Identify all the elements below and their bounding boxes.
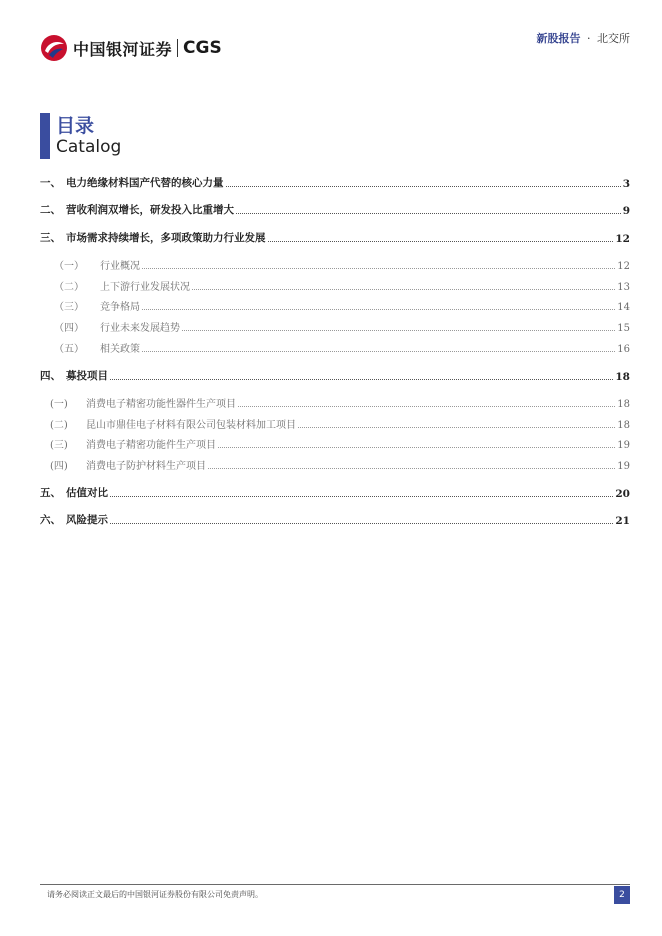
company-logo (40, 34, 222, 62)
toc-entry-page: 14 (617, 302, 630, 313)
title-accent-bar (40, 113, 50, 159)
toc-entry-title: 消费电子精密功能件生产项目 (86, 440, 216, 451)
toc-entry[interactable] (40, 437, 630, 451)
toc-entry-number: （三） (54, 302, 84, 313)
toc-entry-page: 20 (615, 488, 630, 500)
header-separator: · (587, 32, 591, 45)
logo-text-cn: 中国银河证券 (73, 39, 173, 59)
toc-entry-page: 18 (615, 371, 630, 383)
toc-entry[interactable] (40, 258, 630, 272)
toc-entry-page: 19 (617, 440, 630, 451)
toc-entry[interactable] (40, 458, 630, 472)
toc-entry-title: 募投项目 (66, 370, 108, 382)
toc-entry[interactable] (40, 231, 630, 245)
toc-entry[interactable] (40, 417, 630, 431)
report-category (537, 30, 631, 46)
toc-entry-title: 消费电子防护材料生产项目 (86, 461, 206, 472)
page-number: 2 (614, 886, 630, 904)
toc-entry-number: 三、 (40, 232, 61, 244)
toc-dot-leader (142, 351, 615, 352)
toc-dot-leader (208, 468, 615, 469)
toc-entry-number: （二） (54, 282, 84, 293)
toc-entry-number: （一） (54, 261, 84, 272)
toc-dot-leader (298, 427, 615, 428)
toc-dot-leader (238, 406, 615, 407)
toc-entry[interactable] (40, 513, 630, 527)
toc-entry-page: 18 (617, 420, 630, 431)
footer-divider (40, 884, 630, 885)
toc-entry-number: (二) (50, 420, 68, 431)
toc-entry-number: 二、 (40, 204, 61, 216)
toc-entry-title: 行业未来发展趋势 (100, 323, 180, 334)
toc-dot-leader (192, 289, 615, 290)
toc-title-cn: 目录 (56, 115, 95, 137)
toc-entry-page: 13 (617, 282, 630, 293)
toc-dot-leader (236, 213, 621, 214)
toc-entry-title: 上下游行业发展状况 (100, 282, 190, 293)
toc-dot-leader (110, 523, 613, 524)
toc-entry-title: 电力绝缘材料国产代替的核心力量 (66, 177, 224, 189)
toc-entry-title: 行业概况 (100, 261, 140, 272)
toc-entry[interactable] (40, 279, 630, 293)
toc-entry[interactable] (40, 486, 630, 500)
toc-dot-leader (218, 447, 615, 448)
toc-entry-number: （五） (54, 344, 84, 355)
toc-entry-title: 营收利润双增长，研发投入比重增大 (66, 204, 234, 216)
toc-dot-leader (142, 268, 615, 269)
toc-entry[interactable] (40, 320, 630, 334)
toc-entry-page: 21 (615, 515, 630, 527)
toc-entry-page: 12 (617, 261, 630, 272)
toc-title-en: Catalog (56, 137, 122, 157)
toc-entry-number: 六、 (40, 514, 61, 526)
toc-entry-number: (一) (50, 399, 68, 410)
toc-entry-page: 3 (622, 178, 630, 190)
toc-entry-number: (四) (50, 461, 68, 472)
logo-divider (177, 39, 178, 57)
toc-entry[interactable] (40, 203, 630, 217)
toc-dot-leader (268, 241, 614, 242)
toc-entry-page: 9 (622, 205, 630, 217)
toc-dot-leader (182, 330, 615, 331)
toc-entry[interactable] (40, 369, 630, 383)
toc-entry-number: (三) (50, 440, 68, 451)
market-label: 北交所 (597, 32, 630, 45)
report-type: 新股报告 (536, 32, 581, 45)
toc-entry-title: 市场需求持续增长，多项政策助力行业发展 (66, 232, 266, 244)
toc-entry[interactable] (40, 299, 630, 313)
toc-entry-number: 一、 (40, 177, 61, 189)
toc-dot-leader (226, 186, 621, 187)
toc-entry-title: 风险提示 (66, 514, 108, 526)
toc-entry[interactable] (40, 176, 630, 190)
toc-dot-leader (142, 309, 615, 310)
toc-entry-title: 竞争格局 (100, 302, 140, 313)
toc-entry-page: 12 (615, 233, 630, 245)
toc-entry[interactable] (40, 341, 630, 355)
toc-entry-title: 估值对比 (66, 487, 108, 499)
toc-dot-leader (110, 496, 613, 497)
toc-entry-number: 五、 (40, 487, 61, 499)
galaxy-logo-icon (40, 34, 68, 62)
toc-entry-page: 15 (617, 323, 630, 334)
toc-entry-title: 消费电子精密功能性器件生产项目 (86, 399, 236, 410)
logo-text-en: CGS (183, 38, 222, 58)
footer-disclaimer: 请务必阅读正文最后的中国银河证券股份有限公司免责声明。 (47, 890, 263, 899)
toc-entry-page: 19 (617, 461, 630, 472)
toc-entry-page: 18 (617, 399, 630, 410)
toc-dot-leader (110, 379, 613, 380)
toc-entry-page: 16 (617, 344, 630, 355)
toc-entry-title: 相关政策 (100, 344, 140, 355)
toc-entry[interactable] (40, 396, 630, 410)
toc-entry-number: 四、 (40, 370, 61, 382)
toc-entry-title: 昆山市鼎佳电子材料有限公司包装材料加工项目 (86, 420, 296, 431)
toc-entry-number: （四） (54, 323, 84, 334)
